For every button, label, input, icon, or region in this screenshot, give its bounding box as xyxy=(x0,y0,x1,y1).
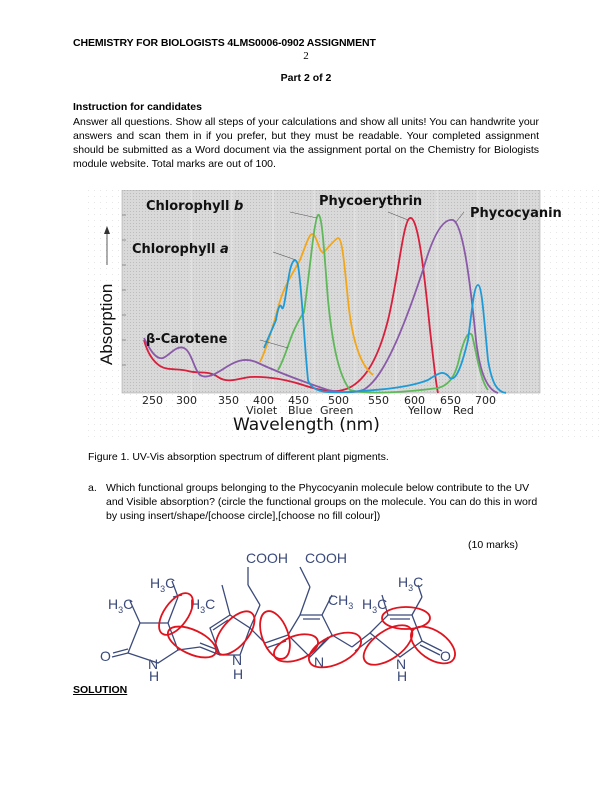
svg-text:300: 300 xyxy=(176,394,197,407)
h-label-1: H xyxy=(149,668,160,684)
absorption-spectrum-figure xyxy=(88,190,600,440)
instructions-body: Answer all questions. Show all steps of your calculations and show all units! You can handwrite your answers and scan them in if you prefer, but they must be readable. Your completed assignment should be submitted as a Word document via the assignment portal on the Chemistry for Biologists module website. Total marks are out of 100. xyxy=(73,116,539,170)
nh-label-3: N xyxy=(396,656,407,672)
instructions-heading: Instruction for candidates xyxy=(73,101,202,113)
marks-label: (10 marks) xyxy=(468,539,519,551)
svg-text:Yellow: Yellow xyxy=(408,404,442,417)
svg-text:500: 500 xyxy=(328,394,349,407)
cooh-label-2: COOH xyxy=(305,550,347,566)
svg-text:Red: Red xyxy=(453,404,474,417)
svg-text:350: 350 xyxy=(218,394,239,407)
phycocyanin-molecule xyxy=(100,545,480,685)
x-axis-label: Wavelength (nm) xyxy=(233,415,380,435)
svg-text:Green: Green xyxy=(320,404,354,417)
svg-text:600: 600 xyxy=(404,394,425,407)
label-phycocyanin: Phycocyanin xyxy=(470,206,562,221)
svg-text:250: 250 xyxy=(142,394,163,407)
nh-label-1: N xyxy=(148,656,159,672)
label-chlorophyll-a: Chlorophyll a xyxy=(132,242,229,257)
label-phycoerythrin: Phycoerythrin xyxy=(319,194,423,209)
ch3-label: $CH_3$ xyxy=(328,592,354,611)
svg-text:550: 550 xyxy=(368,394,389,407)
h3c-label-5: $H_3C$ xyxy=(398,574,424,593)
h3c-label-4: $H_3C$ xyxy=(362,596,388,615)
svg-text:650: 650 xyxy=(440,394,461,407)
question-label: a. xyxy=(88,482,97,494)
h-label-3: H xyxy=(397,668,408,684)
h3c-label-3: $H_3C$ xyxy=(190,596,216,615)
svg-text:450: 450 xyxy=(288,394,309,407)
cooh-label-1: COOH xyxy=(246,550,288,566)
solution-heading: SOLUTION xyxy=(73,684,128,696)
n-label: N xyxy=(314,654,325,670)
oxygen-label-2: O xyxy=(440,648,451,664)
page-number: 2 xyxy=(303,50,309,62)
document-header-title: CHEMISTRY FOR BIOLOGISTS 4LMS0006-0902 ASSIGNMENT xyxy=(73,37,376,49)
label-chlorophyll-b: Chlorophyll b xyxy=(146,199,244,214)
label-beta-carotene: β-Carotene xyxy=(146,332,228,347)
svg-text:Violet: Violet xyxy=(246,404,278,417)
h3c-label-1: $H_3C$ xyxy=(150,575,176,594)
svg-text:400: 400 xyxy=(253,394,274,407)
y-axis-label: Absorption xyxy=(97,283,116,365)
figure-caption: Figure 1. UV-Vis absorption spectrum of different plant pigments. xyxy=(88,451,389,463)
oxygen-label-1: O xyxy=(100,648,111,664)
question-a xyxy=(88,481,543,523)
h3c-label-2: $H_3C$ xyxy=(108,596,134,615)
nh-label-2: N xyxy=(232,652,243,668)
question-text: Which functional groups belonging to the Phycocyanin molecule below contribute to the UV and Visible absorption? (circle the functional groups on the molecule. You can do this in word by using insert/shape/[choose circle],[choose no fill colour]) xyxy=(106,482,538,522)
svg-text:700: 700 xyxy=(475,394,496,407)
h-label-2: H xyxy=(233,666,244,682)
svg-text:Blue: Blue xyxy=(288,404,313,417)
part-label: Part 2 of 2 xyxy=(280,72,332,84)
